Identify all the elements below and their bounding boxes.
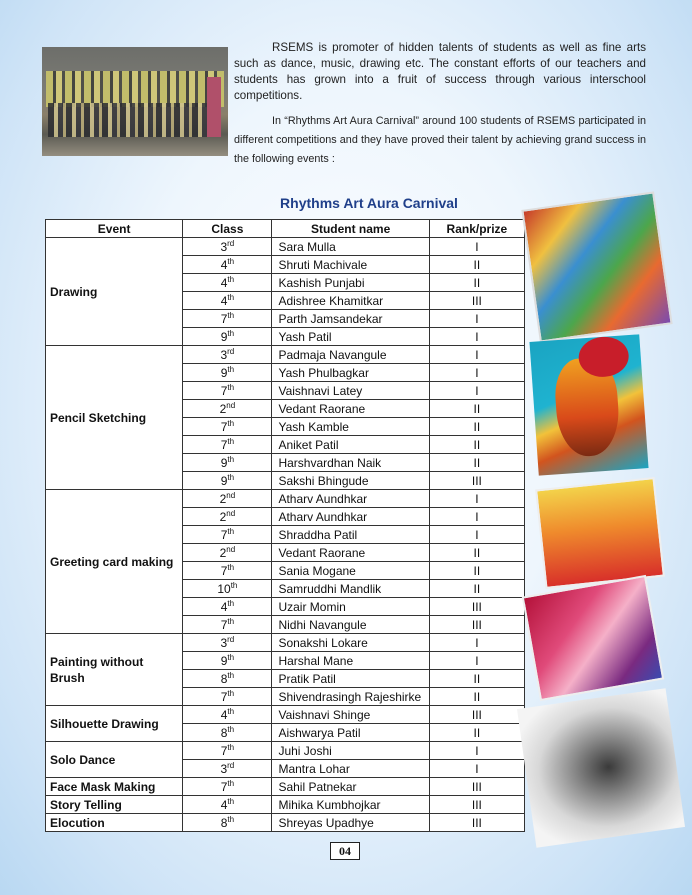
class-suffix: th <box>227 292 235 302</box>
student-name-cell: Uzair Momin <box>272 598 429 616</box>
event-cell: Silhouette Drawing <box>46 706 183 742</box>
rank-cell: I <box>429 310 524 328</box>
rank-cell: II <box>429 454 524 472</box>
rank-cell: I <box>429 652 524 670</box>
header-class: Class <box>183 220 272 238</box>
class-suffix: th <box>227 454 235 464</box>
class-suffix: nd <box>226 400 236 410</box>
class-number: 7 <box>220 437 228 452</box>
student-name-cell: Vaishnavi Shinge <box>272 706 429 724</box>
student-name-cell: Samruddhi Mandlik <box>272 580 429 598</box>
class-cell <box>183 616 272 634</box>
class-cell <box>183 814 272 832</box>
class-cell <box>183 508 272 526</box>
rank-cell: II <box>429 688 524 706</box>
rank-cell: III <box>429 778 524 796</box>
class-suffix: th <box>227 364 235 374</box>
class-cell <box>183 238 272 256</box>
class-cell <box>183 724 272 742</box>
student-name-cell: Atharv Aundhkar <box>272 490 429 508</box>
class-cell <box>183 580 272 598</box>
class-number: 9 <box>220 455 228 470</box>
class-number: 4 <box>220 257 228 272</box>
class-suffix: th <box>227 742 235 752</box>
rank-cell: I <box>429 508 524 526</box>
student-name-cell: Pratik Patil <box>272 670 429 688</box>
rank-cell: II <box>429 562 524 580</box>
class-cell <box>183 706 272 724</box>
student-name-cell: Yash Kamble <box>272 418 429 436</box>
student-name-cell: Yash Patil <box>272 328 429 346</box>
class-number: 2 <box>219 401 227 416</box>
intro-text <box>234 40 646 177</box>
rank-cell: II <box>429 544 524 562</box>
photo-students-front-row <box>48 103 208 137</box>
class-cell <box>183 454 272 472</box>
class-cell <box>183 544 272 562</box>
event-cell: Solo Dance <box>46 742 183 778</box>
table-title: Rhythms Art Aura Carnival <box>280 195 458 211</box>
drawing-artwork-image <box>521 191 672 342</box>
header-event: Event <box>46 220 183 238</box>
class-cell <box>183 598 272 616</box>
class-number: 3 <box>220 761 228 776</box>
student-name-cell: Padmaja Navangule <box>272 346 429 364</box>
student-name-cell: Sara Mulla <box>272 238 429 256</box>
class-number: 8 <box>220 815 228 830</box>
table-row <box>46 490 525 508</box>
rank-cell: II <box>429 400 524 418</box>
photo-teacher-figure <box>207 77 221 137</box>
class-suffix: th <box>227 526 235 536</box>
class-suffix: th <box>227 256 235 266</box>
class-cell <box>183 490 272 508</box>
event-cell: Greeting card making <box>46 490 183 634</box>
event-cell: Drawing <box>46 238 183 346</box>
rank-cell: I <box>429 490 524 508</box>
face-mask-artwork-image <box>529 334 648 475</box>
event-cell: Story Telling <box>46 796 183 814</box>
student-name-cell: Harshvardhan Naik <box>272 454 429 472</box>
photo-students-back-row <box>46 71 224 107</box>
class-number: 8 <box>220 671 228 686</box>
student-name-cell: Aishwarya Patil <box>272 724 429 742</box>
class-number: 8 <box>220 725 228 740</box>
table-row <box>46 796 525 814</box>
student-name-cell: Yash Phulbagkar <box>272 364 429 382</box>
student-name-cell: Vaishnavi Latey <box>272 382 429 400</box>
class-number: 4 <box>220 599 228 614</box>
class-number: 7 <box>220 689 228 704</box>
results-table <box>45 219 525 832</box>
student-name-cell: Shruti Machivale <box>272 256 429 274</box>
student-name-cell: Shivendrasingh Rajeshirke <box>272 688 429 706</box>
class-cell <box>183 742 272 760</box>
greeting-card-artwork-image <box>522 575 664 701</box>
class-number: 7 <box>220 779 228 794</box>
class-suffix: th <box>227 724 235 734</box>
rank-cell: III <box>429 292 524 310</box>
rank-cell: I <box>429 742 524 760</box>
class-number: 10 <box>217 581 231 596</box>
class-number: 9 <box>220 329 228 344</box>
class-cell <box>183 436 272 454</box>
class-suffix: th <box>227 796 235 806</box>
student-name-cell: Adishree Khamitkar <box>272 292 429 310</box>
class-suffix: th <box>227 652 235 662</box>
rank-cell: III <box>429 616 524 634</box>
rank-cell: II <box>429 274 524 292</box>
rank-cell: III <box>429 598 524 616</box>
rank-cell: I <box>429 328 524 346</box>
class-number: 3 <box>220 635 228 650</box>
class-cell <box>183 274 272 292</box>
class-number: 4 <box>220 707 228 722</box>
student-name-cell: Juhi Joshi <box>272 742 429 760</box>
class-suffix: th <box>227 670 235 680</box>
table-row <box>46 778 525 796</box>
class-suffix: th <box>227 274 235 284</box>
student-name-cell: Mantra Lohar <box>272 760 429 778</box>
class-cell <box>183 382 272 400</box>
class-suffix: rd <box>227 634 235 644</box>
rank-cell: II <box>429 724 524 742</box>
table-row <box>46 706 525 724</box>
class-suffix: th <box>227 616 235 626</box>
student-name-cell: Vedant Raorane <box>272 544 429 562</box>
class-number: 2 <box>219 491 227 506</box>
students-group-photo <box>42 47 228 156</box>
class-number: 7 <box>220 527 228 542</box>
class-cell <box>183 670 272 688</box>
rank-cell: III <box>429 706 524 724</box>
student-name-cell: Parth Jamsandekar <box>272 310 429 328</box>
class-cell <box>183 328 272 346</box>
class-suffix: th <box>227 814 235 824</box>
rank-cell: II <box>429 256 524 274</box>
page-number: 04 <box>330 842 360 860</box>
class-cell <box>183 652 272 670</box>
class-cell <box>183 760 272 778</box>
class-suffix: th <box>227 598 235 608</box>
event-cell: Face Mask Making <box>46 778 183 796</box>
table-header-row <box>46 220 525 238</box>
class-number: 4 <box>220 293 228 308</box>
class-suffix: th <box>227 778 235 788</box>
class-suffix: th <box>227 310 235 320</box>
table-row <box>46 742 525 760</box>
rank-cell: I <box>429 382 524 400</box>
rank-cell: II <box>429 418 524 436</box>
class-number: 7 <box>220 563 228 578</box>
pencil-sketch-artwork-image <box>517 688 685 848</box>
student-name-cell: Sania Mogane <box>272 562 429 580</box>
class-cell <box>183 310 272 328</box>
student-name-cell: Vedant Raorane <box>272 400 429 418</box>
class-suffix: th <box>227 562 235 572</box>
rank-cell: I <box>429 238 524 256</box>
header-rank-prize: Rank/prize <box>429 220 524 238</box>
rank-cell: I <box>429 364 524 382</box>
table-row <box>46 634 525 652</box>
rank-cell: II <box>429 670 524 688</box>
rank-cell: III <box>429 472 524 490</box>
class-suffix: nd <box>226 508 236 518</box>
rank-cell: II <box>429 436 524 454</box>
student-name-cell: Mihika Kumbhojkar <box>272 796 429 814</box>
class-suffix: th <box>230 580 238 590</box>
student-name-cell: Atharv Aundhkar <box>272 508 429 526</box>
class-suffix: th <box>227 472 235 482</box>
class-number: 4 <box>220 275 228 290</box>
class-number: 7 <box>220 383 228 398</box>
class-suffix: th <box>227 328 235 338</box>
class-cell <box>183 634 272 652</box>
class-number: 9 <box>220 653 228 668</box>
table-row <box>46 238 525 256</box>
class-number: 7 <box>220 617 228 632</box>
intro-paragraph-1: RSEMS is promoter of hidden talents of students as well as fine arts such as dance, music, drawing etc. The constant efforts of our teachers and students has grown into a fruit of success through various interschool competitions. <box>234 41 646 102</box>
class-suffix: rd <box>227 346 235 356</box>
student-name-cell: Harshal Mane <box>272 652 429 670</box>
class-cell <box>183 562 272 580</box>
class-number: 7 <box>220 743 228 758</box>
rank-cell: III <box>429 796 524 814</box>
class-number: 9 <box>220 473 228 488</box>
class-cell <box>183 526 272 544</box>
rank-cell: I <box>429 346 524 364</box>
student-name-cell: Sonakshi Lokare <box>272 634 429 652</box>
class-cell <box>183 256 272 274</box>
class-cell <box>183 796 272 814</box>
student-name-cell: Kashish Punjabi <box>272 274 429 292</box>
class-suffix: th <box>227 436 235 446</box>
event-cell: Elocution <box>46 814 183 832</box>
class-number: 7 <box>220 419 228 434</box>
event-cell: Painting without Brush <box>46 634 183 706</box>
class-cell <box>183 418 272 436</box>
class-cell <box>183 400 272 418</box>
class-cell <box>183 364 272 382</box>
class-cell <box>183 688 272 706</box>
student-name-cell: Shreyas Upadhye <box>272 814 429 832</box>
class-cell <box>183 346 272 364</box>
class-suffix: nd <box>226 490 236 500</box>
class-number: 7 <box>220 311 228 326</box>
class-cell <box>183 472 272 490</box>
rank-cell: I <box>429 760 524 778</box>
event-cell: Pencil Sketching <box>46 346 183 490</box>
class-suffix: th <box>227 382 235 392</box>
class-suffix: rd <box>227 760 235 770</box>
class-cell <box>183 292 272 310</box>
class-suffix: rd <box>227 238 235 248</box>
student-name-cell: Nidhi Navangule <box>272 616 429 634</box>
class-number: 9 <box>220 365 228 380</box>
intro-paragraph-2: In “Rhythms Art Aura Carnival” around 100 students of RSEMS participated in different competitions and they have proved their talent by achieving grand success in the following events : <box>234 115 646 165</box>
class-number: 4 <box>220 797 228 812</box>
header-student-name: Student name <box>272 220 429 238</box>
silhouette-artwork-image <box>535 477 665 589</box>
class-number: 2 <box>219 545 227 560</box>
rank-cell: III <box>429 814 524 832</box>
student-name-cell: Shraddha Patil <box>272 526 429 544</box>
table-row <box>46 346 525 364</box>
rank-cell: I <box>429 526 524 544</box>
class-suffix: th <box>227 688 235 698</box>
table-row <box>46 814 525 832</box>
rank-cell: II <box>429 580 524 598</box>
class-number: 3 <box>220 239 228 254</box>
class-suffix: th <box>227 706 235 716</box>
class-suffix: th <box>227 418 235 428</box>
results-table-body <box>46 238 525 832</box>
student-name-cell: Aniket Patil <box>272 436 429 454</box>
class-number: 3 <box>220 347 228 362</box>
class-number: 2 <box>219 509 227 524</box>
student-name-cell: Sakshi Bhingude <box>272 472 429 490</box>
student-name-cell: Sahil Patnekar <box>272 778 429 796</box>
class-suffix: nd <box>226 544 236 554</box>
class-cell <box>183 778 272 796</box>
rank-cell: I <box>429 634 524 652</box>
